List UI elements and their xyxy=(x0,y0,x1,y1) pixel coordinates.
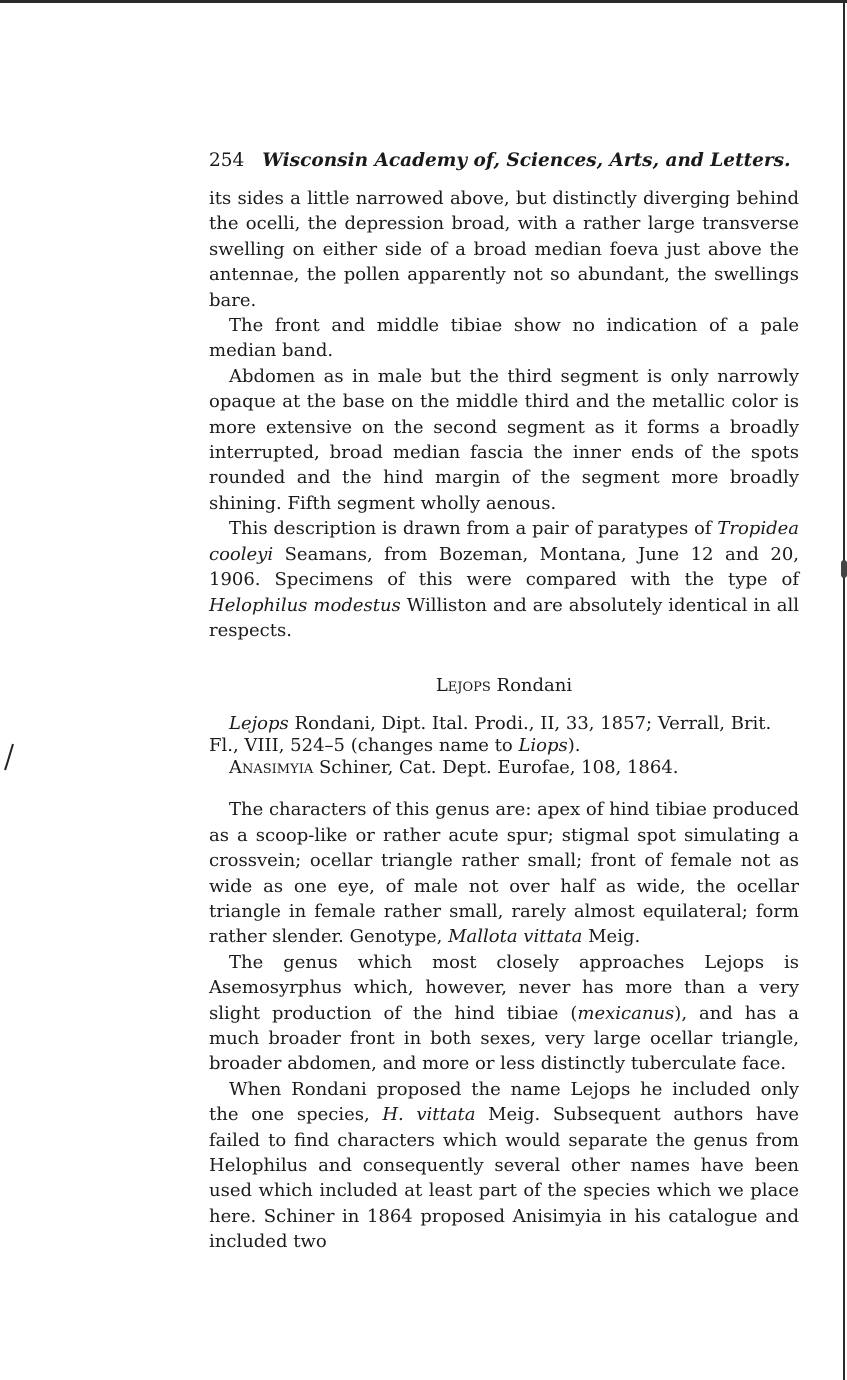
page-number: 254 xyxy=(209,150,245,171)
page-body xyxy=(209,146,799,1255)
scan-edge-mark xyxy=(841,560,847,578)
italic-taxon: H. vittata xyxy=(382,1104,476,1126)
text-run: When Rondani proposed the name Lejops he included only the one species, xyxy=(209,1078,799,1126)
paragraph-p4 xyxy=(209,516,799,643)
section-spacer xyxy=(209,643,799,673)
text-run: ), and has a much broader front in both sexes, very large ocellar triangle, broader abdomen, and more or less distinctly tuberculate face. xyxy=(209,1002,799,1075)
text-run: Seamans, from Bozeman, Montana, June 12 and 20, 1906. Specimens of this were compared with the type of xyxy=(209,543,799,591)
paragraph-p3 xyxy=(209,364,799,516)
paragraph-p7 xyxy=(209,1077,799,1255)
italic-taxon: Liops xyxy=(518,735,568,757)
text-run: its sides a little narrowed above, but distinctly diverging behind the ocelli, the depression broad, with a rather large transverse swelling on either side of a broad median foeva just above the antennae, the pollen apparently not so abundant, the swellings bare. xyxy=(209,188,799,311)
paragraph-p5 xyxy=(209,797,799,949)
italic-taxon: mexicanus xyxy=(577,1002,675,1024)
text-run: Abdomen as in male but the third segment is only narrowly opaque at the base on the middle third and the metallic color is more extensive on the second segment as it forms a broadly interrupted, broad median fascia the inner ends of the spots rounded and the hind margin of the segment more broadly shining. Fifth segment wholly aenous. xyxy=(209,365,799,514)
text-run: The genus which most closely approaches Lejops is Asemosyrphus which, however, never has more than a very slight production of the hind tibiae ( xyxy=(209,951,799,1024)
italic-taxon: Lejops xyxy=(229,713,289,735)
text-run: The characters of this genus are: apex of hind tibiae produced as a scoop-like or rather acute spur; stigmal spot simulating a crossvein; ocellar triangle rather small; front of female not as wide as one eye, of male not over half as wide, the ocellar triangle in female rather small, rarely almost equilateral; form rather slender. Genotype, xyxy=(209,799,799,948)
synonymy-entry xyxy=(209,757,799,779)
section-heading xyxy=(209,673,799,699)
smallcaps-name: Anasimyia xyxy=(229,757,314,779)
paragraphs-top xyxy=(209,186,799,643)
text-run: Rondani, Dipt. Ital. Prodi., II, 33, 1857; Verrall, Brit. Fl., VIII, 524–5 (changes name to xyxy=(209,713,772,757)
text-run: The front and middle tibiae show no indication of a pale median band. xyxy=(209,315,799,362)
paragraph-p6 xyxy=(209,950,799,1077)
italic-taxon: Mallota vittata xyxy=(448,926,583,948)
margin-pencil-mark xyxy=(4,742,14,772)
section-heading-author: Rondani xyxy=(496,675,573,697)
italic-taxon: Helophilus modestus xyxy=(209,594,401,616)
text-run: ). xyxy=(567,735,581,757)
text-run: Meig. Subsequent authors have failed to find characters which would separate the genus from Helophilus and consequently several other names have been used which included at least part of the species which we place here. Schiner in 1864 proposed Anisimyia in his catalogue and included two xyxy=(209,1104,800,1253)
synonymy-list xyxy=(209,713,799,779)
paragraph-p2 xyxy=(209,313,799,364)
text-run: Meig. xyxy=(582,926,641,948)
paragraph-p1 xyxy=(209,186,799,313)
text-run: This description is drawn from a pair of paratypes of xyxy=(229,518,718,540)
journal-title: Wisconsin Academy of, Sciences, Arts, and Letters. xyxy=(262,150,791,171)
italic-taxon: Tropidea cooleyi xyxy=(209,518,799,565)
scan-border-right xyxy=(843,0,845,1380)
section-heading-genus: Lejops xyxy=(435,675,491,697)
scan-border-top xyxy=(0,0,847,3)
synonymy-entry xyxy=(209,713,799,757)
running-head xyxy=(209,146,799,176)
text-run: Schiner, Cat. Dept. Eurofae, 108, 1864. xyxy=(313,757,679,779)
text-run: Williston and are absolutely identical in all respects. xyxy=(209,594,799,641)
paragraphs-bottom xyxy=(209,797,799,1254)
